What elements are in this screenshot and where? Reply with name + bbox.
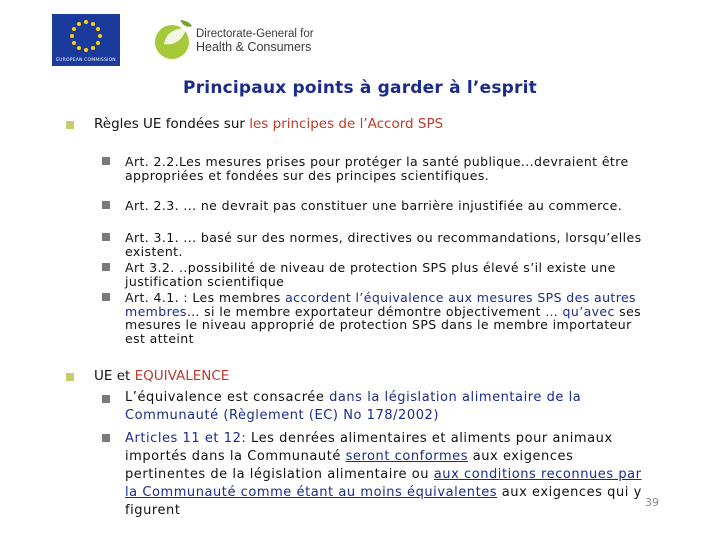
dg-line1: Directorate-General for bbox=[196, 28, 314, 40]
item-underlined: seront conformes bbox=[345, 449, 469, 464]
eu-caption: EUROPEAN COMMISSION bbox=[52, 56, 120, 66]
list-item bbox=[125, 261, 650, 291]
page-number: 39 bbox=[645, 496, 659, 509]
sub-bullet bbox=[102, 395, 110, 403]
item-text: Les denrées alimentaires et aliments pour animaux importés dans la Communauté bbox=[125, 431, 613, 464]
item-text: … si le membre exportateur démontre objectivement bbox=[186, 303, 546, 319]
item-text: Art. 4.1. : Les membres bbox=[125, 290, 286, 305]
item-text: Art 3.2. ..possibilité de niveau de protection SPS plus élevé s’il existe une justification scientifique bbox=[125, 260, 616, 289]
sub-bullet bbox=[102, 434, 110, 442]
section2-item-1 bbox=[125, 389, 645, 425]
list-item bbox=[125, 291, 650, 345]
item-text: L’équivalence est consacrée bbox=[125, 390, 330, 405]
bullet-square bbox=[66, 373, 74, 381]
item-label: Articles 11 et 12: bbox=[125, 431, 247, 446]
section1-list bbox=[125, 155, 650, 345]
item-accent: … qu’avec bbox=[545, 303, 615, 319]
dg-line2: Health & Consumers bbox=[196, 40, 312, 54]
section2-lead-accent: EQUIVALENCE bbox=[134, 368, 230, 384]
list-item: Art. 2.2.Les mesures prises pour protéger la santé publique...devraient être appropriées et fondées sur des principes scientifiques. bbox=[125, 154, 629, 183]
sub-bullet bbox=[102, 263, 110, 271]
item-accent: dans la législation alimentaire de la Communauté bbox=[125, 390, 582, 423]
bullet-square bbox=[66, 121, 74, 129]
sub-bullet bbox=[102, 293, 110, 301]
sub-bullet bbox=[102, 201, 110, 209]
list-item: Art. 2.3. ... ne devrait pas constituer une barrière injustifiée au commerce. bbox=[125, 198, 623, 213]
item-text: ses mesures le niveau approprié de protection SPS dans le membre importateur est atteint bbox=[125, 303, 642, 346]
section1-heading bbox=[94, 116, 443, 132]
section1-lead-accent: les principes de l’Accord SPS bbox=[249, 116, 444, 132]
dg-name bbox=[196, 28, 314, 54]
sub-bullet bbox=[102, 157, 110, 165]
section2-item-2 bbox=[125, 430, 645, 520]
item-underlined: aux conditions reconnues par la Communauté comme étant au moins équivalentes bbox=[125, 467, 642, 500]
item-accent: accordent l’équivalence aux mesures SPS des autres membres bbox=[125, 290, 636, 319]
list-item: Art. 3.1. ... basé sur des normes, directives ou recommandations, lorsqu’elles existent. bbox=[125, 230, 642, 259]
page-title: Principaux points à garder à l’esprit bbox=[183, 78, 537, 98]
item-text: aux exigences qui y figurent bbox=[125, 485, 642, 518]
section2-heading bbox=[94, 368, 229, 384]
eu-stars-icon bbox=[52, 14, 120, 60]
item-text: (Règlement (EC) No 178/2002) bbox=[218, 408, 439, 423]
section1-lead: Règles UE fondées sur bbox=[94, 116, 250, 132]
item-text: aux exigences pertinentes de la législation alimentaire ou bbox=[125, 449, 574, 482]
section2-lead: UE et bbox=[94, 368, 135, 384]
sub-bullet bbox=[102, 233, 110, 241]
dg-sanco-leaf-icon bbox=[150, 14, 198, 62]
